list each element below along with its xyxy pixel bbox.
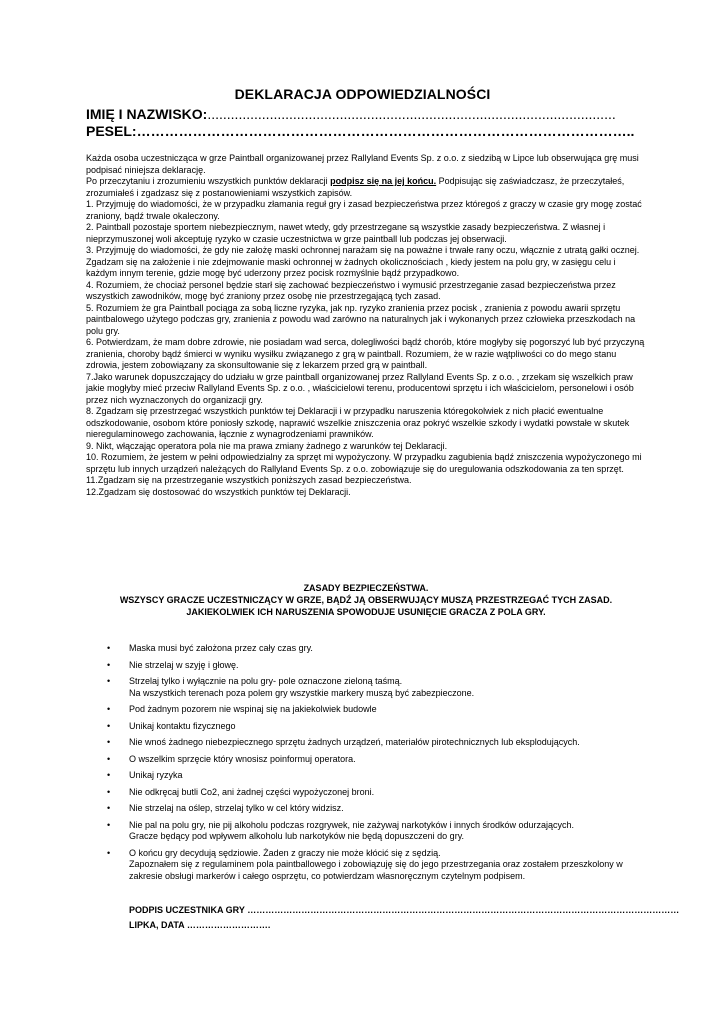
declaration-point: 9. Nikt, włączając operatora pola nie ma prawa zmiany żadnego z warunków tej Deklaracji. <box>86 440 448 451</box>
declaration-point: 3. Przyjmuję do wiadomości, że gdy nie założę maski ochronnej narażam się na poważne i trwałe rany oczu, włącznie z utratą gałki ocznej. Zgadzam się na założenie i nie zdejmowanie maski ochronnej w żadnych okolicznościach , kiedy jestem na polu gry, w zasięgu celu i każdym innym terenie, gdzie mogę być uderzony przez pocisk rozmyślnie bądź przypadkowo. <box>86 245 640 278</box>
date-blank: ………………………. <box>186 920 271 930</box>
declaration-point: 2. Paintball pozostaje sportem niebezpiecznym, nawet wtedy, gdy przestrzegane są wszystkie zasady bezpieczeństwa. Z własnej i nieprzymuszonej woli akceptuję ryzyko w czasie uczestnictwa w grze paintball lub podczas jej obserwacji. <box>86 222 606 244</box>
safety-rule-item <box>107 820 652 843</box>
rules-heading-line-1: ZASADY BEZPIECZEŃSTWA. <box>303 583 429 593</box>
bullet-icon: • <box>107 676 111 686</box>
safety-rule-text: Nie odkręcaj butli Co2, ani żadnej części wypożyczonej broni. <box>129 786 375 797</box>
place-date-label: LIPKA, DATA <box>129 920 187 930</box>
pesel-field <box>86 123 634 139</box>
signature-line <box>129 905 679 915</box>
instruction-paragraph <box>86 176 646 199</box>
bullet-icon: • <box>107 770 111 780</box>
name-label: IMIĘ I NAZWISKO: <box>86 106 208 122</box>
bullet-icon: • <box>107 786 111 797</box>
intro-paragraph: Każda osoba uczestnicząca w grze Paintball organizowanej przez Rallyland Events Sp. z o.o. z siedzibą w Lipce lub obserwująca grę musi podpisać niniejsza deklarację. <box>86 153 639 175</box>
declaration-point: 12.Zgadzam się dostosować do wszystkich punktów tej Deklaracji. <box>86 486 351 497</box>
place-date-line <box>129 920 270 930</box>
declaration-body <box>86 153 646 498</box>
declaration-point: 11.Zgadzam się na przestrzeganie wszystkich poniższych zasad bezpieczeństwa. <box>86 475 412 485</box>
safety-rule-item <box>107 676 652 699</box>
pesel-blank: …………………………………………………………………………………………….. <box>136 123 635 139</box>
safety-rule-subtext: Gracze będący pod wpływem alkoholu lub narkotyków nie będą dopuszczeni do gry. <box>129 831 465 841</box>
safety-rule-text: Nie pal na polu gry, nie pij alkoholu podczas rozgrywek, nie zażywaj narkotyków i innych środków odurzających. <box>129 819 575 830</box>
bullet-icon: • <box>107 847 111 858</box>
safety-rule-text: Pod żadnym pozorem nie wspinaj się na jakiekolwiek budowle <box>129 704 377 714</box>
safety-rule-item <box>107 787 652 799</box>
declaration-points <box>86 199 646 498</box>
bullet-icon: • <box>107 737 111 747</box>
safety-rule-item <box>107 721 652 733</box>
sign-at-end-note: podpisz się na jej końcu. <box>330 176 437 186</box>
name-blank: ......................................................................................................... <box>207 106 616 122</box>
safety-rule-text: Unikaj ryzyka <box>129 770 183 780</box>
bullet-icon: • <box>107 803 111 813</box>
declaration-point: 1. Przyjmuję do wiadomości, że w przypadku złamania reguł gry i zasad bezpieczeństwa przez któregoś z graczy w czasie gry mogę zostać zraniony, bądź trwale okaleczony. <box>86 199 642 221</box>
signature-label: PODPIS UCZESTNIKA GRY <box>129 905 248 915</box>
safety-rule-item <box>107 803 652 815</box>
safety-rule-text: Nie strzelaj w szyję i głowę. <box>129 659 239 670</box>
safety-rule-text: Nie strzelaj na oślep, strzelaj tylko w cel który widzisz. <box>129 803 344 813</box>
safety-rule-item <box>107 643 652 655</box>
bullet-icon: • <box>107 643 111 653</box>
declaration-point: 8. Zgadzam się przestrzegać wszystkich punktów tej Deklaracji i w przypadku naruszenia któregokolwiek z nich płacić ewentualne odszkodowanie, osobom które poniosły szkodę, naprawić wszelkie zniszczenia oraz pokryć wszelkie szkody i wydatki powstałe w skutek nieregulaminowego zachowania, łącznie z wynagrodzeniami prawników. <box>86 406 630 439</box>
instruction-text-a: Po przeczytaniu i zrozumieniu wszystkich punktów deklaracji <box>86 176 331 186</box>
declaration-point: 6. Potwierdzam, że mam dobre zdrowie, nie posiadam wad serca, dolegliwości bądź chorób, które mogłyby się pogorszyć lub być przyczyną zranienia, choroby bądź śmierci w wyniku wysiłku związanego z grą w paintball. Rozumiem, że w razie wątpliwości co do mego stanu zdrowia, jestem zobowiązany za skonsultowanie się z lekarzem przed grą w paintball. <box>86 337 645 370</box>
rules-heading-line-3: JAKIEKOLWIEK ICH NARUSZENIA SPOWODUJE USUNIĘCIE GRACZA Z POLA GRY. <box>186 607 546 617</box>
pesel-label: PESEL: <box>86 123 137 139</box>
bullet-icon: • <box>107 659 111 670</box>
rules-heading-line-2: WSZYSCY GRACZE UCZESTNICZĄCY W GRZE, BĄDŹ JĄ OBSERWUJĄCY MUSZĄ PRZESTRZEGAĆ TYCH ZASAD. <box>119 595 613 605</box>
safety-rule-item <box>107 754 652 766</box>
bullet-icon: • <box>107 819 111 830</box>
safety-rules-list <box>107 643 652 887</box>
declaration-point: 5. Rozumiem że gra Paintball pociąga za sobą liczne ryzyka, jak np. ryzyko zranienia przez pocisk , zranienia z powodu awarii sprzętu paintbalowego użytego podczas gry, zranienia z powodu wad zarówno na naturalnych jak i wykonanych przez człowieka przeszkodach na polu gry. <box>86 302 636 336</box>
safety-rule-text: O wszelkim sprzęcie który wnosisz poinformuj operatora. <box>129 753 356 764</box>
safety-rule-subtext: Na wszystkich terenach poza polem gry wszystkie markery muszą być zabezpieczone. <box>129 687 475 698</box>
signature-blank: ……………………………………………………………………………………………………………………………… <box>247 905 680 915</box>
safety-rules-heading <box>86 582 646 618</box>
declaration-point: 4. Rozumiem, że chociaż personel będzie starł się zachować bezpieczeństwo i wymusić przestrzeganie zasad bezpieczeństwa przez wszystkich zawodników, mogę być zraniony przez osobę nie przestrzegającą tych zasad. <box>86 279 616 301</box>
safety-rule-text: Strzelaj tylko i wyłącznie na polu gry- pole oznaczone zieloną taśmą. <box>129 676 403 686</box>
bullet-icon: • <box>107 753 111 764</box>
safety-rule-item <box>107 737 652 749</box>
safety-rule-item <box>107 848 652 883</box>
bullet-icon: • <box>107 720 111 731</box>
safety-rule-item <box>107 660 652 672</box>
instruction-text-b: Podpisując się zaświadczasz, że przeczytałeś, zrozumiałeś i zgadzasz się z postanowieniami wszystkich zapisów. <box>86 176 625 198</box>
safety-rule-text: Maska musi być założona przez cały czas gry. <box>129 643 313 653</box>
safety-rule-text: Unikaj kontaktu fizycznego <box>129 720 236 731</box>
declaration-point: 7.Jako warunek dopuszczający do udziału w grze paintball organizowanej przez Rallyland Events Sp. z o.o. , zrzekam się wszelkich praw jakie mogłyby mieć przeciw Rallyland Events Sp. z o.o. , właścicielowi terenu, producentowi sprzętu i ich właścicielom, personelowi i osób przez nich wyznaczonych do organizacji gry. <box>86 371 634 405</box>
declaration-point: 10. Rozumiem, że jestem w pełni odpowiedzialny za sprzęt mi wypożyczony. W przypadku zagubienia bądź zniszczenia wypożyczonego mi sprzętu lub innych urządzeń należących do Rallyland Events Sp. z o.o. zobowiązuje się do uregulowania odszkodowania za ten sprzęt. <box>86 452 642 474</box>
name-field <box>86 106 616 122</box>
safety-rule-item <box>107 704 652 716</box>
safety-rule-item <box>107 770 652 782</box>
document-title: DEKLARACJA ODPOWIEDZIALNOŚCI <box>234 86 491 102</box>
safety-rule-text: O końcu gry decydują sędziowie. Żaden z graczy nie może kłócić się z sędzią. <box>129 847 441 858</box>
safety-rule-text: Nie wnoś żadnego niebezpiecznego sprzętu żadnych urządzeń, materiałów pirotechnicznych lub eksplodujących. <box>129 737 580 747</box>
bullet-icon: • <box>107 704 111 714</box>
safety-rule-subtext: Zapoznałem się z regulaminem pola paintballowego i zobowiązuję się do jego przestrzegania oraz zostałem przeszkolony w zakresie obsługi markerów i całego osprzętu, co potwierdzam własnoręcznym czytelnym podpisem. <box>129 859 623 881</box>
